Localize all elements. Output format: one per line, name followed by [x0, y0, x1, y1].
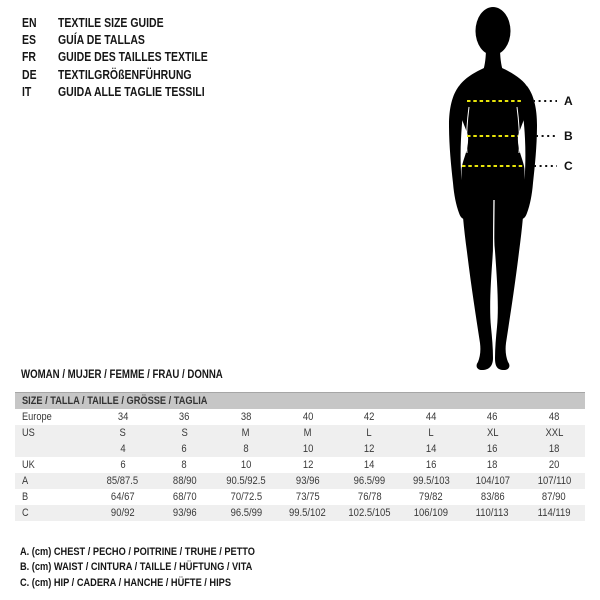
language-code: DE: [22, 67, 37, 82]
size-cell: 20: [548, 459, 560, 471]
size-cell: 93/96: [172, 507, 197, 519]
row-label: A: [22, 475, 29, 487]
size-cell: 6: [181, 443, 188, 455]
language-row: [22, 15, 236, 32]
size-cell: 18: [548, 443, 560, 455]
size-cell: 18: [487, 459, 498, 471]
size-cell: 99.5/102: [289, 507, 327, 519]
language-code: EN: [22, 16, 37, 30]
language-title-block: [22, 15, 236, 101]
size-cell: 12: [302, 459, 313, 471]
table-row: [15, 425, 585, 441]
table-row: [15, 505, 585, 521]
size-cell: S: [119, 427, 126, 439]
row-label: [15, 443, 92, 455]
size-cell: 99.5/103: [412, 475, 450, 487]
size-cell: 8: [181, 459, 188, 471]
size-table-header: SIZE / TALLA / TAILLE / GRÖSSE / TAGLIA: [15, 392, 585, 409]
table-row: [15, 473, 585, 489]
size-cell: 79/82: [419, 491, 443, 503]
table-row: [15, 441, 585, 457]
size-cell: XXL: [545, 427, 564, 439]
size-cell: 76/78: [357, 491, 382, 503]
size-cell: XL: [486, 427, 499, 439]
language-row: [22, 67, 236, 84]
size-cell: 48: [548, 411, 560, 423]
guide-title-text: GUÍA DE TALLAS: [58, 33, 145, 48]
row-label: US: [22, 427, 35, 439]
size-cell: 8: [243, 443, 249, 455]
size-cell: 38: [240, 411, 252, 423]
size-cell: 90/92: [110, 507, 135, 519]
size-cell: 16: [425, 459, 437, 471]
language-row: [22, 32, 236, 49]
size-cell: M: [242, 427, 250, 439]
section-title: WOMAN / MUJER / FEMME / FRAU / DONNA: [21, 369, 223, 381]
size-cell: 12: [364, 443, 375, 455]
size-cell: 14: [364, 459, 375, 471]
size-cell: 44: [425, 411, 437, 423]
language-code: ES: [22, 33, 37, 48]
size-cell: 14: [425, 443, 437, 455]
size-table: [15, 392, 585, 521]
row-label: Europe: [22, 411, 52, 423]
size-cell: 93/96: [295, 475, 320, 487]
size-cell: M: [303, 427, 312, 439]
language-row: [22, 84, 236, 101]
size-cell: 46: [487, 411, 498, 423]
size-cell: 88/90: [172, 475, 197, 487]
size-cell: 70/72.5: [230, 491, 262, 503]
table-row: [15, 457, 585, 473]
size-cell: 40: [302, 411, 313, 423]
size-cell: 64/67: [110, 491, 135, 503]
measurement-legend: [20, 545, 300, 591]
row-label: C: [22, 507, 29, 519]
table-row: [15, 409, 585, 425]
silhouette-neck: [483, 47, 503, 71]
woman-silhouette-figure: [445, 7, 600, 372]
size-cell: 83/86: [480, 491, 505, 503]
language-code: IT: [22, 84, 32, 99]
row-label: B: [22, 491, 29, 503]
guide-title-text: TEXTILE SIZE GUIDE: [58, 16, 164, 30]
silhouette-left-leg: [461, 167, 496, 370]
legend-line: B. (cm) WAIST / CINTURA / TAILLE / HÜFTUNG / VITA: [20, 561, 253, 574]
size-cell: 10: [240, 459, 252, 471]
size-cell: 6: [120, 459, 126, 471]
silhouette-right-leg: [492, 167, 525, 370]
measure-label-a: A: [564, 94, 573, 108]
size-cell: 36: [179, 411, 190, 423]
size-cell: 106/109: [413, 507, 449, 519]
size-cell: 68/70: [172, 491, 197, 503]
size-cell: 90.5/92.5: [226, 475, 266, 487]
size-cell: 107/110: [537, 475, 571, 487]
measure-label-b: B: [564, 129, 573, 143]
size-cell: 73/75: [295, 491, 320, 503]
table-row: [15, 489, 585, 505]
guide-title-text: TEXTILGRÖßENFÜHRUNG: [58, 67, 192, 82]
guide-title-text: GUIDA ALLE TAGLIE TESSILI: [58, 84, 205, 99]
measure-label-c: C: [564, 159, 573, 173]
size-cell: 87/90: [542, 491, 567, 503]
leg-separation-line: [494, 200, 495, 359]
size-cell: 42: [364, 411, 375, 423]
size-cell: 114/119: [537, 507, 571, 519]
size-cell: 85/87.5: [107, 475, 139, 487]
size-cell: L: [366, 427, 372, 439]
size-cell: 96.5/99: [353, 475, 386, 487]
size-cell: 96.5/99: [230, 507, 262, 519]
size-cell: 16: [487, 443, 498, 455]
guide-title-text: GUIDE DES TAILLES TEXTILE: [58, 50, 208, 65]
language-code: FR: [22, 50, 37, 65]
size-cell: S: [181, 427, 188, 439]
size-cell: 10: [302, 443, 313, 455]
size-cell: 34: [117, 411, 129, 423]
size-cell: 102.5/105: [348, 507, 391, 519]
size-cell: 4: [120, 443, 126, 455]
language-row: [22, 49, 236, 66]
size-cell: 110/113: [476, 507, 509, 519]
legend-line: C. (cm) HIP / CADERA / HANCHE / HÜFTE / HIPS: [20, 576, 232, 589]
row-label: UK: [22, 459, 35, 471]
legend-line: A. (cm) CHEST / PECHO / POITRINE / TRUHE / PETTO: [20, 546, 255, 558]
size-cell: L: [428, 427, 434, 439]
size-cell: 104/107: [475, 475, 510, 487]
